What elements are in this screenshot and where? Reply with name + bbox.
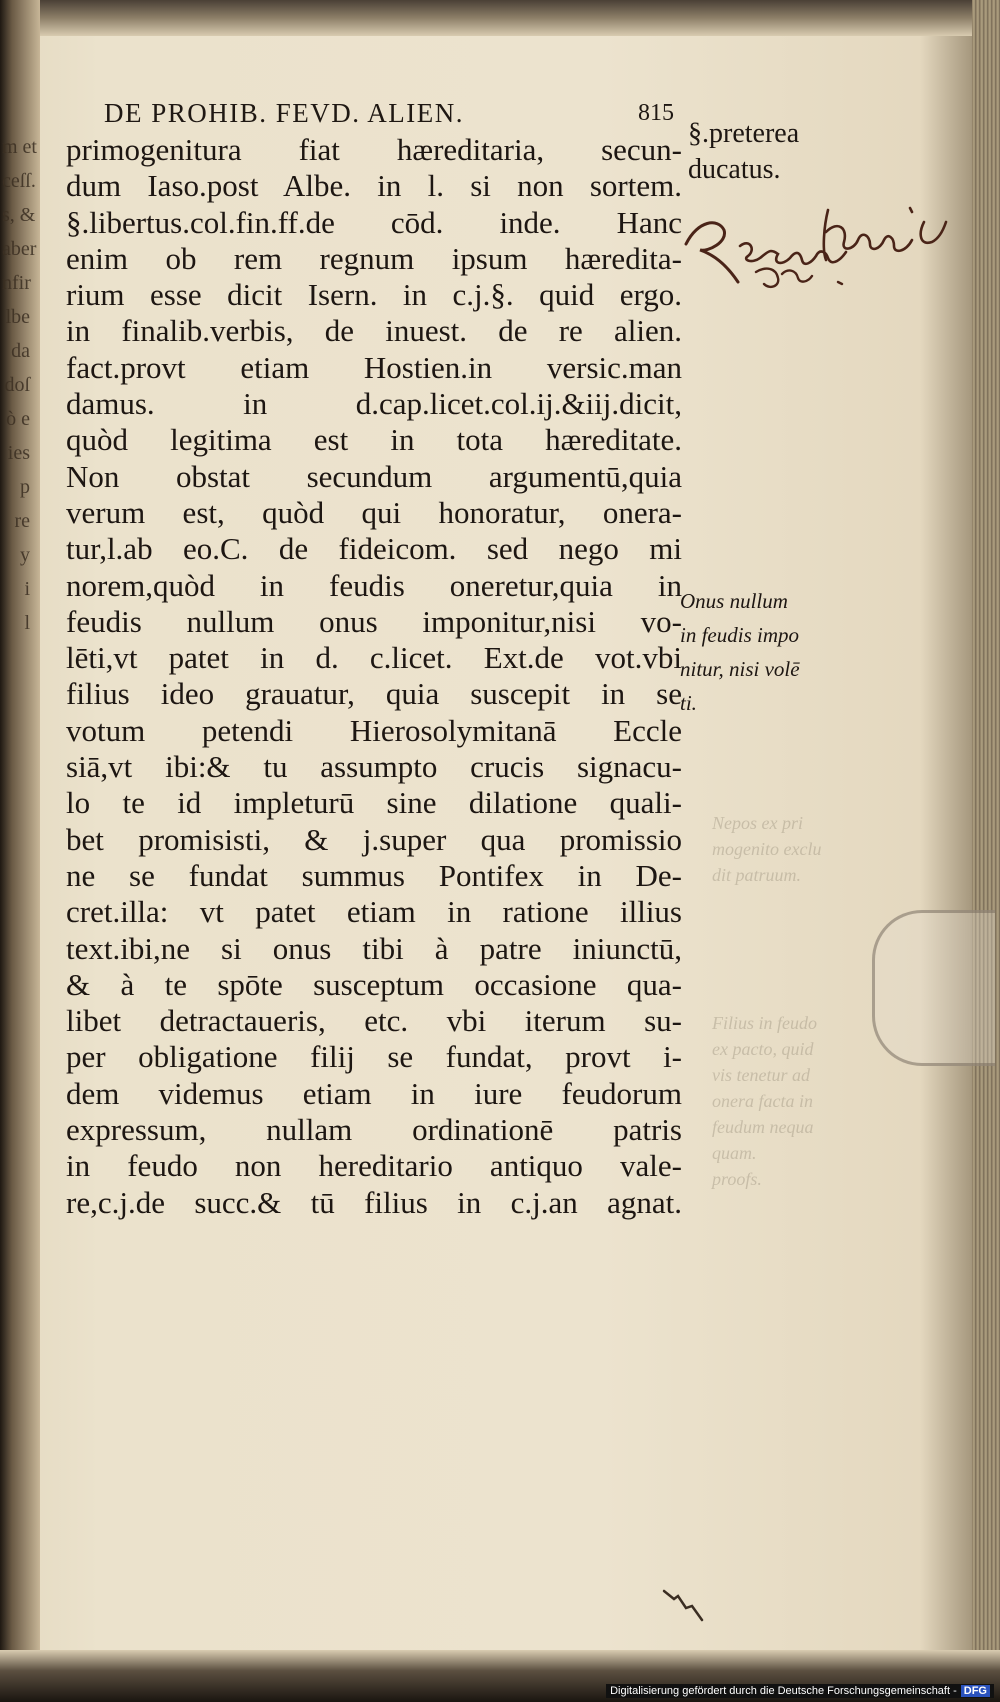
top-edge (40, 0, 1000, 36)
text-line: siā,vt ibi:& tu assumpto crucis signacu- (66, 749, 682, 785)
text-line: Non obstat secundum argumentū,quia (66, 458, 682, 494)
text-line: feudis nullum onus imponitur,nisi vo- (66, 603, 682, 639)
margin-printed-line: ducatus. (688, 154, 781, 185)
text-line: fact.provt etiam Hostien.in versic.man (66, 349, 682, 385)
bleed-fragment: doſ (4, 374, 30, 396)
text-line: re,c.j.de succ.& tū filius in c.j.an agnat. (66, 1184, 682, 1220)
margin-printed-line: §.preterea (688, 118, 800, 149)
bleed-fragment: l (24, 612, 30, 634)
text-line: dum Iaso.post Albe. in l. si non sortem. (66, 168, 682, 204)
margin-italic-line: in feudis impo (680, 623, 799, 647)
page-edges (972, 0, 1000, 1702)
text-line: libet detractaueris, etc. vbi iterum su- (66, 1003, 682, 1039)
page-number: 815 (638, 100, 674, 126)
text-line: ne se fundat summus Pontifex in De- (66, 857, 682, 893)
left-page-bleed (2, 130, 37, 640)
text-line: text.ibi,ne si onus tibi à patre iniunctū, (66, 930, 682, 966)
text-line: lēti,vt patet in d. c.licet. Ext.de vot.vbi (66, 640, 682, 676)
bleed-fragment: lbe (5, 306, 30, 328)
margin-italic-line: nitur, nisi volē (680, 657, 800, 681)
bleed-fragment: nfir (2, 272, 31, 294)
bleed-fragment: aber (2, 238, 37, 260)
bleed-fragment: y (20, 544, 30, 566)
text-line: primogenitura fiat hæreditaria, secun- (66, 132, 682, 167)
text-line: votum petendi Hierosolymitanā Eccle (66, 712, 682, 748)
margin-italic-note (680, 584, 800, 720)
text-line: damus. in d.cap.licet.col.ij.&iij.dicit, (66, 386, 682, 422)
bleed-fragment: m et (2, 136, 37, 158)
bleed-fragment: i (24, 578, 30, 600)
digitization-footer (606, 1684, 994, 1698)
body-text (66, 132, 682, 1221)
handwritten-note (678, 200, 958, 310)
bleed-fragment: s, & (2, 204, 36, 226)
footer-text: Digitalisierung gefördert durch die Deutsche Forschungsgemeinschaft - (610, 1685, 957, 1697)
text-line: cret.illa: vt patet etiam in ratione illius (66, 894, 682, 930)
text-line: enim ob rem regnum ipsum hæredita- (66, 240, 682, 276)
ghost-showthrough: Nepos ex pri mogenito exclu dit patruum. (712, 813, 822, 885)
ink-mark (660, 1585, 710, 1625)
bleed-fragment: da (11, 340, 30, 362)
text-line: §.libertus.col.fin.ff.de cōd. inde. Hanc (66, 204, 682, 240)
text-line: expressum, nullam ordinationē patris (66, 1112, 682, 1148)
text-line: lo te id impleturū sine dilatione quali- (66, 785, 682, 821)
bleed-fragment: ies (7, 442, 30, 464)
text-line: norem,quòd in feudis oneretur,quia in (66, 567, 682, 603)
ghost-showthrough-2: Filius in feudo ex pacto, quid vis tenetur ad onera facta in feudum nequa quam. proofs. (712, 1013, 817, 1189)
text-line: in feudo non hereditario antiquo vale- (66, 1148, 682, 1184)
bleed-fragment: ceſſ. (2, 170, 36, 192)
bleed-fragment: p (20, 476, 30, 498)
running-header (104, 98, 674, 129)
running-title: DE PROHIB. FEVD. ALIEN. (104, 98, 465, 128)
text-line: bet promisisti, & j.super qua promissio (66, 821, 682, 857)
text-line: per obligatione filij se fundat, provt i- (66, 1039, 682, 1075)
text-line: filius ideo grauatur, quia suscepit in se (66, 676, 682, 712)
text-line: & à te spōte susceptum occasione qua- (66, 966, 682, 1002)
margin-italic-line: ti. (680, 691, 697, 715)
bleed-fragment: re (14, 510, 30, 532)
text-line: rium esse dicit Isern. in c.j.§. quid ergo. (66, 277, 682, 313)
margin-italic-line: Onus nullum (680, 589, 788, 613)
page-clip (872, 910, 995, 1066)
text-line: quòd legitima est in tota hæreditate. (66, 422, 682, 458)
text-line: tur,l.ab eo.C. de fideicom. sed nego mi (66, 531, 682, 567)
text-line: in finalib.verbis, de inuest. de re alien. (66, 313, 682, 349)
text-line: verum est, quòd qui honoratur, onera- (66, 494, 682, 530)
margin-printed-note (688, 116, 799, 188)
text-line: dem videmus etiam in iure feudorum (66, 1075, 682, 1111)
bleed-fragment: ò e (6, 408, 30, 430)
dfg-logo: DFG (961, 1685, 990, 1697)
